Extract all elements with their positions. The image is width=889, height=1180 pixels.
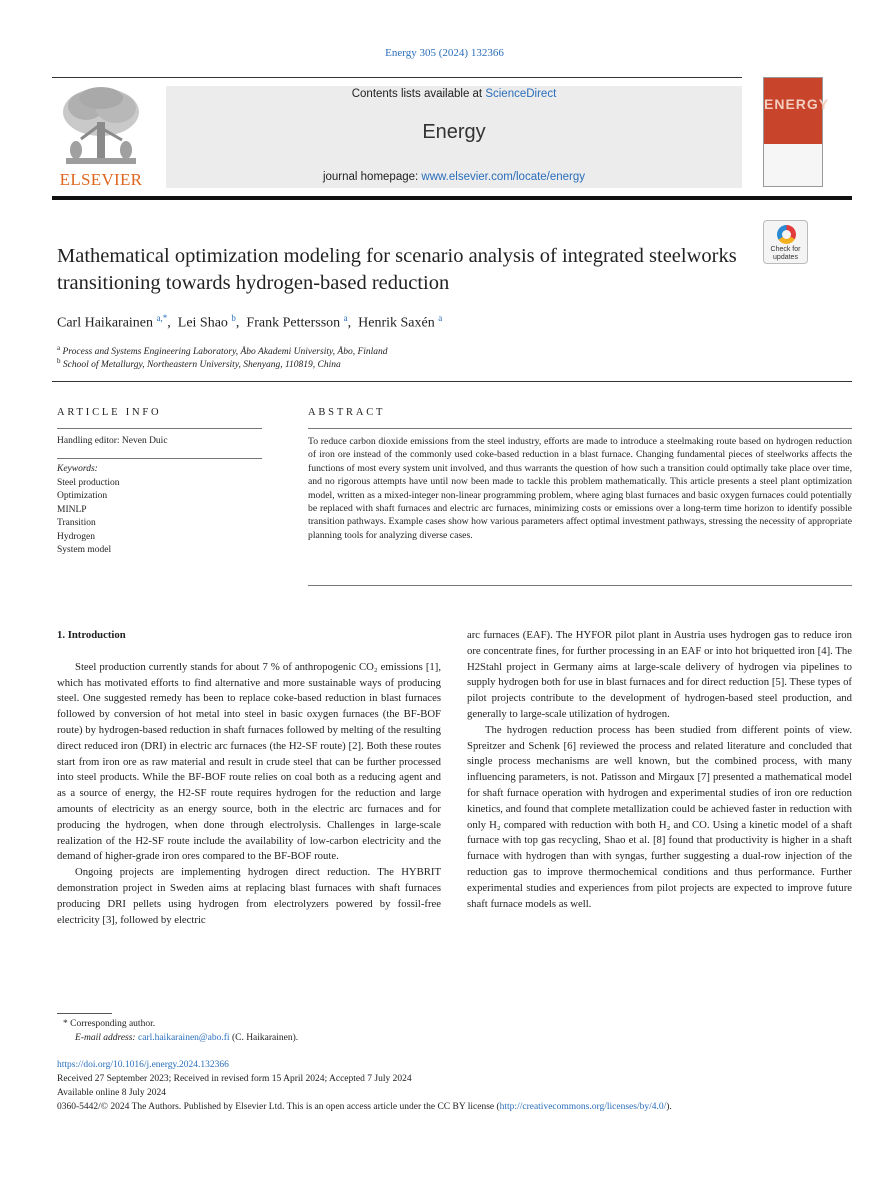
keyword: MINLP	[57, 504, 87, 515]
license-suffix: ).	[666, 1102, 672, 1112]
author-affiliation-mark[interactable]: a	[343, 313, 348, 323]
email-label: E-mail address:	[75, 1033, 138, 1043]
corresponding-author-note: * Corresponding author.	[63, 1019, 156, 1029]
divider	[57, 428, 262, 429]
keywords-list	[57, 477, 120, 557]
author-name[interactable]: Frank Pettersson	[246, 315, 341, 331]
abstract-heading: ABSTRACT	[308, 407, 386, 418]
body-paragraph: The hydrogen reduction process has been studied from different points of view. Spreitzer and Schenk [6] reviewed the process and related literature and concluded that single process mechanisms are well known, but the combined process, with many influencing parameters, is not. Patisson and Mirgaux [7] presented a mathematical model for shaft furnace operation with hydrogen and experimental studies of iron ore reduction kinetics, and found that complete metallization could be achieved faster in reduction with only H₂ compared with reduction with both H₂ and CO. Using a kinetic model of a shaft furnace with top gas recycling, Shao et al. [8] found that productivity is higher in a shaft furnace with hydrogen than with syngas, further suggesting a dual-row injection of the reduction gas to improve thermochemical conditions and thus performance. Further experimental studies and experiences from pilot projects are expected to improve future shaft furnace models as well.	[467, 723, 852, 910]
homepage-line	[166, 171, 742, 183]
license-link[interactable]: http://creativecommons.org/licenses/by/4.0/	[499, 1102, 667, 1112]
author-affiliation-mark[interactable]: a	[438, 313, 443, 323]
received-dates: Received 27 September 2023; Received in revised form 15 April 2024; Accepted 7 July 2024	[57, 1074, 412, 1084]
divider	[57, 458, 262, 459]
body-column-left	[57, 628, 441, 928]
license-line	[57, 1102, 672, 1112]
journal-name: Energy	[422, 121, 486, 143]
affiliation: $^a$ Process and Systems Engineering Laboratory, Åbo Akademi University, Åbo, Finland	[57, 344, 388, 358]
email-suffix: (C. Haikarainen).	[229, 1033, 299, 1043]
author-name[interactable]: Henrik Saxén	[358, 315, 435, 331]
abstract-text: To reduce carbon dioxide emissions from the steel industry, efforts are made to introduce a steelmaking route based on hydrogen reduction of iron ore instead of the commonly used coke-based reduction in a blast furnace. Changing fundamental pieces of steelworks affects the functions of most every system unit involved, and thus warrants the question of how such a transition could optimally take place over time, and no rigorous attempts have until now been made to tackle this problem mathematically. This article presents a steel plant optimization model, written as a mixed-integer non-linear programming problem, where aging blast furnaces and basic oxygen furnaces could potentially be replaced with shaft furnaces and electric arc furnaces, minimizing costs or emissions over a long-term time horizon to identify possible transition pathways. Example cases show how various parameters affect optimal investment pathways, stressing the necessity of appropriate planning tools for analyzing diverse cases.	[308, 436, 852, 541]
body-paragraph: Steel production currently stands for about 7 % of anthropogenic CO₂ emissions [1], which has motivated efforts to find alternative and more sustainable ways of producing steel. One suggested remedy has been to replace coke-based reduction in blast furnaces followed by conversion of hot metal into steel in basic oxygen furnaces (the BF-BOF route) by hydrogen-based reduction in shaft furnaces followed by melting of the resulting direct reduced iron (DRI) in electric arc furnaces (the H2-SF route) [2]. Both these routes start from iron ore as raw material and result in crude steel that can be further processed into steel products. While the BF-BOF route relies on coal both as a reducing agent and as a source of energy, the H2-SF route requires hydrogen for the reduction and large amounts of electricity as an energy source, both in the electric arc furnaces and for producing the hydrogen, when done through electrolysis. Challenges in large-scale realization of the H2-SF route include the availability of low-carbon electricity and the demand of higher-grade iron ores compared to the BF-BOF route.	[57, 660, 441, 863]
section-divider	[52, 381, 852, 382]
affiliation: $^b$ School of Metallurgy, Northeastern University, Shenyang, 110819, China	[57, 357, 341, 371]
author-name[interactable]: Lei Shao	[177, 315, 228, 331]
journal-banner	[166, 86, 742, 188]
keyword: Transition	[57, 518, 96, 529]
cover-title: ENERGY	[764, 96, 830, 112]
keyword: Optimization	[57, 491, 108, 502]
author-email-link[interactable]: carl.haikarainen@abo.fi	[137, 1033, 230, 1043]
divider	[308, 428, 852, 429]
email-note	[75, 1033, 298, 1043]
sciencedirect-link[interactable]: ScienceDirect	[485, 88, 557, 100]
article-title: Mathematical optimization modeling for scenario analysis of integrated steelworks transitioning towards hydrogen-based reduction	[57, 245, 737, 294]
author-name[interactable]: Carl Haikarainen	[57, 315, 154, 331]
handling-editor: Handling editor: Neven Duic	[57, 436, 168, 446]
doi-line	[57, 1060, 229, 1070]
divider	[308, 585, 852, 586]
keyword: System model	[57, 545, 112, 556]
check-updates-label: Check for updates	[770, 246, 801, 261]
elsevier-wordmark: ELSEVIER	[59, 170, 143, 189]
header-thick-rule	[52, 196, 852, 200]
footnote-rule	[57, 1013, 112, 1014]
keyword: Hydrogen	[57, 531, 95, 542]
article-info-heading: ARTICLE INFO	[57, 407, 162, 418]
online-date: Available online 8 July 2024	[57, 1088, 167, 1098]
homepage-prefix: journal homepage:	[322, 171, 422, 183]
citation-link[interactable]: Energy 305 (2024) 132366	[385, 47, 504, 59]
check-for-updates-button[interactable]	[763, 220, 808, 264]
journal-citation[interactable]	[0, 47, 889, 59]
author-affiliation-mark[interactable]: a,*	[156, 313, 168, 323]
journal-cover-thumbnail[interactable]	[763, 77, 830, 187]
journal-homepage-link[interactable]: www.elsevier.com/locate/energy	[421, 171, 586, 183]
doi-link[interactable]: https://doi.org/10.1016/j.energy.2024.132366	[57, 1060, 229, 1070]
license-prefix: 0360-5442/© 2024 The Authors. Published by Elsevier Ltd. This is an open access article under the CC BY license (	[57, 1102, 500, 1112]
header-top-rule	[52, 77, 742, 78]
body-column-right	[467, 628, 852, 912]
body-paragraph: arc furnaces (EAF). The HYFOR pilot plant in Austria uses hydrogen gas to reduce iron ore concentrate fines, for further processing in an EAF or into hot briquetted iron [4]. The H2Stahl project in Germany aims at large-scale delivery of hydrogen via pipelines to supply hydrogen both for use in blast furnaces and for direct reduction [5]. These types of pilot projects contribute to the development of hydrogen-based steel production, and generally to large-scale utilization of hydrogen.	[467, 629, 852, 720]
contents-prefix: Contents lists available at	[351, 88, 486, 100]
keywords-heading: Keywords:	[57, 464, 98, 474]
author-list: Carl Haikarainen $^{a,*}$, Lei Shao $^b$, Frank Pettersson $^a$, Henrik Saxén $^a$	[57, 313, 443, 331]
contents-line	[166, 88, 742, 100]
cover-bottom-panel	[764, 144, 822, 186]
author-affiliation-mark[interactable]: b	[231, 313, 236, 323]
body-paragraph: Ongoing projects are implementing hydrogen direct reduction. The HYBRIT demonstration project in Sweden aims at replacing blast furnaces with shaft furnaces producing DRI pellets using hydrogen from electrolyzers powered by fossil-free electricity [3], followed by electric	[57, 866, 441, 926]
elsevier-tree-icon	[56, 84, 146, 170]
keyword: Steel production	[57, 478, 120, 488]
section-heading: 1. Introduction	[57, 629, 126, 641]
elsevier-logo[interactable]	[52, 80, 150, 190]
